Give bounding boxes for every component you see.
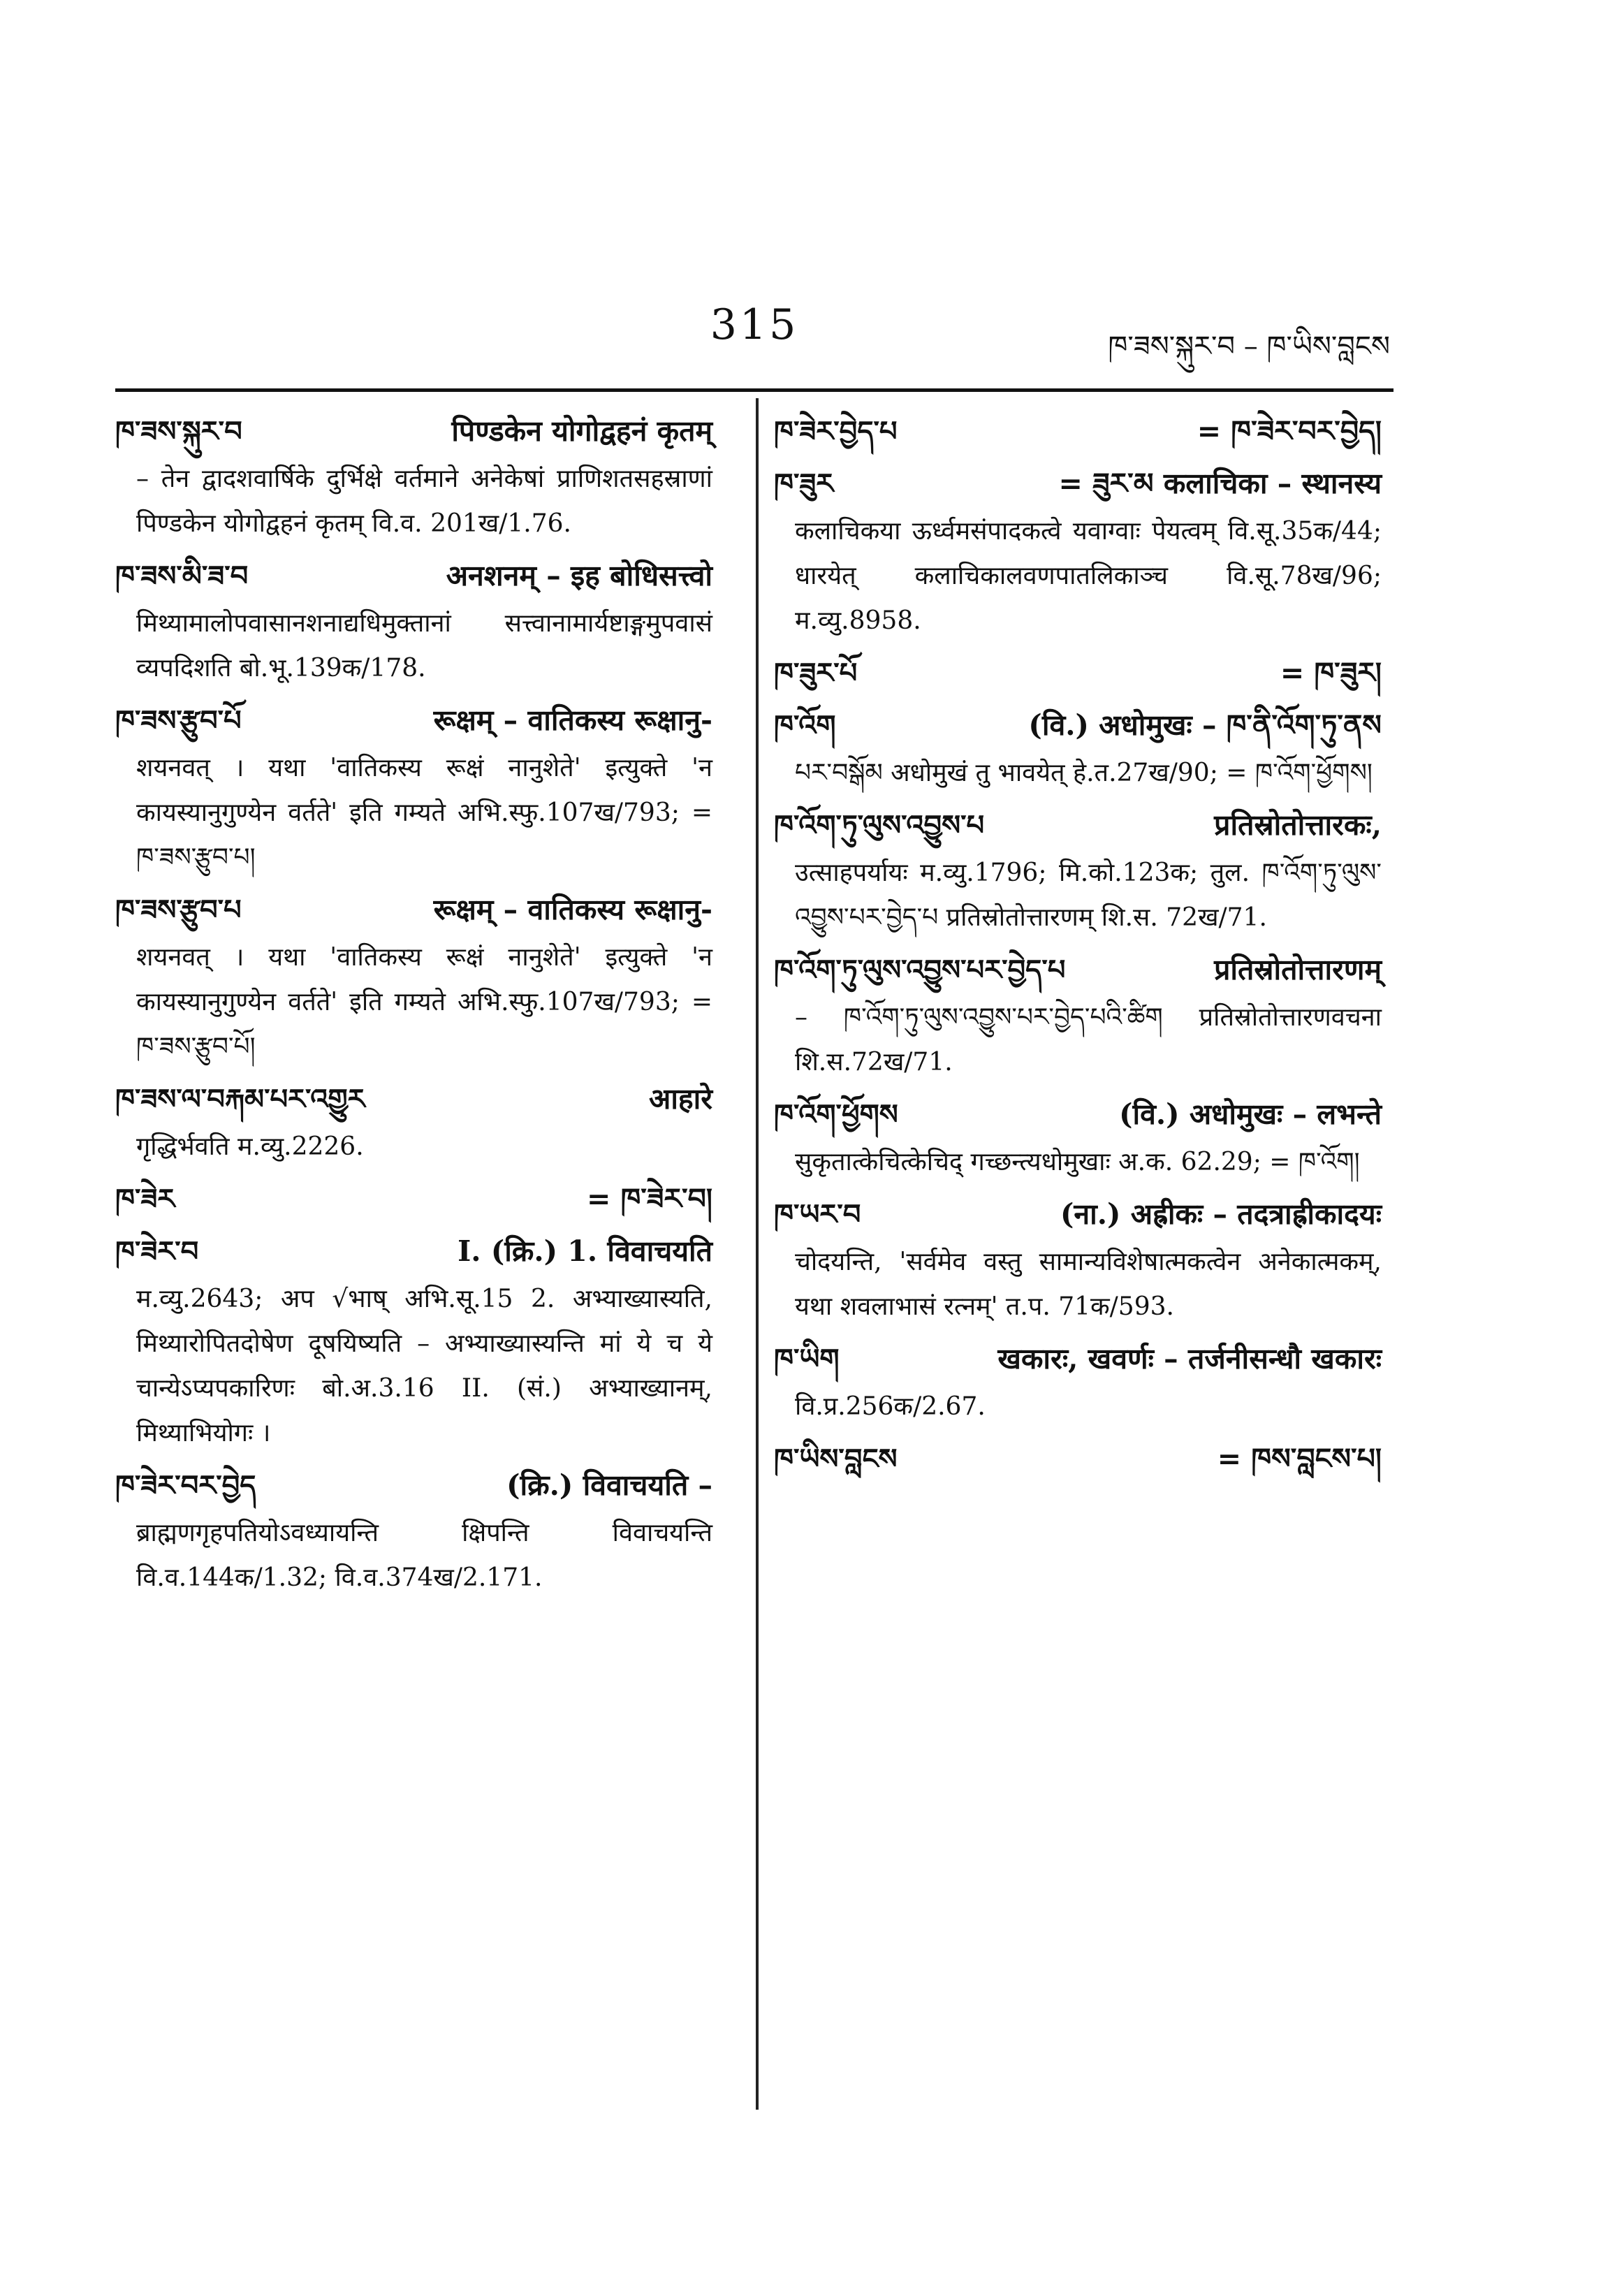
entry-headword: ཁ་ཟེར་བ bbox=[115, 1235, 199, 1268]
entry-gloss: = ཁ་ཟེར་བར་བྱེད། bbox=[1197, 414, 1382, 448]
dictionary-entry bbox=[774, 650, 1382, 696]
entry-headword: ཁ་ཡིག bbox=[774, 1343, 840, 1375]
left-column bbox=[115, 409, 712, 1607]
entry-headline bbox=[774, 461, 1382, 506]
entry-body: कलाचिकया ऊर्ध्वमसंपादकत्वे यवाग्वाः पेयत्वम् वि.सू.35क/44; धारयेत् कलाचिकालवणपातलिकाञ्च वि.सू.78ख/96; म.व्यु.8958. bbox=[795, 517, 1382, 635]
entry-body: – ཁ་འོག་ཏུ་ལུས་འབྱུས་པར་བྱེད་པའི་ཚིག प्रतिस्रोतोत्तारणवचना शि.स.72ख/71. bbox=[795, 1003, 1382, 1076]
entry-gloss: पिण्डकेन योगोद्वहनं कृतम् bbox=[451, 414, 712, 448]
dictionary-entry bbox=[774, 1092, 1382, 1185]
entry-headword: ཁ་འོག bbox=[774, 709, 836, 742]
entry-gloss: = ཁ་ཟུར། bbox=[1280, 656, 1382, 689]
dictionary-entry bbox=[774, 409, 1382, 454]
entry-headword: ཁ་ཟེར bbox=[115, 1183, 175, 1216]
entry-headword: ཁ་འོག་ཕྱོགས bbox=[774, 1098, 898, 1131]
entry-headline bbox=[774, 947, 1382, 993]
entry-body: उत्साहपर्यायः म.व्यु.1796; मि.को.123क; तुल. ཁ་འོག་ཏུ་ལུས་འབྱུས་པར་བྱེད་པ प्रतिस्रोतोत्तारणम् शि.स. 72ख/71. bbox=[795, 859, 1382, 932]
entry-headword: ཁ་ཟུར bbox=[774, 467, 834, 500]
entry-body: सुकृतात्केचित्केचिद् गच्छन्त्यधोमुखाः अ.क. 62.29; = ཁ་འོག། bbox=[795, 1148, 1360, 1176]
entry-headword: ཁ་ཟས་རྩུབ་པ bbox=[115, 893, 242, 926]
dictionary-entry bbox=[774, 947, 1382, 1085]
entry-body: मिथ्यामालोपवासानशनाद्यधिमुक्तानां सत्त्वानामार्यष्टाङ्गमुपवासं व्यपदिशति बो.भू.139क/178. bbox=[136, 609, 712, 683]
entry-body: शयनवत् । यथा 'वातिकस्य रूक्षं नानुशेते' इत्युक्ते 'न कायस्यानुगुण्येन वर्तते' इति गम्यते अभि.स्फु.107ख/793; = ཁ་ཟས་རྩུབ་པ། bbox=[136, 754, 712, 872]
entry-gloss: प्रतिस्रोतोत्तारकः, bbox=[1214, 808, 1382, 842]
entry-headline bbox=[115, 409, 712, 454]
entry-gloss: (वि.) अधोमुखः – ཁ་ནི་འོག་ཏུ་ནས bbox=[1028, 708, 1382, 742]
entry-gloss: अनशनम् – इह बोधिसत्त्वो bbox=[446, 559, 712, 592]
dictionary-entry bbox=[774, 1192, 1382, 1329]
entry-headline bbox=[774, 650, 1382, 696]
running-head: ཁ་ཟས་སྐུར་བ – ཁ་ཡིས་བླངས bbox=[1108, 330, 1390, 363]
entry-headline bbox=[774, 409, 1382, 454]
entry-gloss: I. (क्रि.) 1. विवाचयति bbox=[458, 1234, 712, 1268]
entry-headline bbox=[115, 1076, 712, 1122]
entry-headword: ཁ་ཡིས་བླངས bbox=[774, 1443, 898, 1475]
dictionary-entry bbox=[115, 553, 712, 691]
dictionary-entry bbox=[774, 803, 1382, 940]
entry-gloss: = ཁ་ཟེར་བ། bbox=[586, 1182, 712, 1216]
dictionary-entry bbox=[115, 1076, 712, 1169]
entry-headline bbox=[774, 1092, 1382, 1137]
dictionary-entry bbox=[115, 1176, 712, 1222]
entry-headline bbox=[115, 1229, 712, 1274]
entry-headword: ཁ་ཟུར་པོ bbox=[774, 657, 858, 689]
entry-headline bbox=[115, 1176, 712, 1222]
entry-headword: ཁ་ཡར་བ bbox=[774, 1198, 861, 1231]
entry-gloss: = ཟུར་མ कलाचिका – स्थानस्य bbox=[1058, 467, 1382, 500]
entry-body: चोदयन्ति, 'सर्वमेव वस्तु सामान्यविशेषात्मकत्वेन अनेकात्मकम्, यथा शवलाभासं रत्नम्' त.प. 71क/593. bbox=[795, 1248, 1382, 1321]
entry-headword: ཁ་ཟས་ལ་བརྐམ་པར་འགྱུར bbox=[115, 1083, 365, 1116]
column-divider bbox=[756, 398, 759, 2110]
entry-headline bbox=[115, 887, 712, 933]
dictionary-entry bbox=[115, 1463, 712, 1600]
entry-body: शयनवत् । यथा 'वातिकस्य रूक्षं नानुशेते' इत्युक्ते 'न कायस्यानुगुण्येन वर्तते' इति गम्यते अभि.स्फु.107ख/793; = ཁ་ཟས་རྩུབ་པོ། bbox=[136, 943, 712, 1061]
entry-headline bbox=[774, 1192, 1382, 1237]
dictionary-entry bbox=[115, 409, 712, 546]
entry-body: म.व्यु.2643; अप √भाष् अभि.सू.15 2. अभ्याख्यास्यति, मिथ्यारोपितदोषेण दूषयिष्यति – अभ्याख्यास्यन्ति मां ये च ये चान्येऽप्यपकारिणः बो.अ.3.16 II. (सं.) अभ्याख्यानम्, मिथ्याभियोगः । bbox=[136, 1285, 712, 1447]
entry-body: པར་བསྒོམ अधोमुखं तु भावयेत् हे.त.27ख/90; = ཁ་འོག་ཕྱོགས། bbox=[795, 759, 1373, 787]
page-number: 315 bbox=[710, 300, 799, 349]
entry-gloss: (ना.) अह्रीकः – तदत्राह्रीकादयः bbox=[1060, 1197, 1382, 1231]
entry-headword: ཁ་ཟེར་བར་བྱེད bbox=[115, 1469, 256, 1502]
entry-headword: ཁ་ཟེར་བྱེད་པ bbox=[774, 415, 898, 448]
entry-body: ब्राह्मणगृहपतियोऽवध्यायन्ति क्षिपन्ति विवाचयन्ति वि.व.144क/1.32; वि.व.374ख/2.171. bbox=[136, 1519, 712, 1592]
entry-headline bbox=[774, 703, 1382, 748]
entry-gloss: = ཁས་བླངས་པ། bbox=[1217, 1442, 1382, 1475]
entry-gloss: प्रतिस्रोतोत्तारणम् bbox=[1214, 953, 1382, 986]
right-column bbox=[774, 409, 1382, 1489]
dictionary-entry bbox=[774, 1436, 1382, 1482]
dictionary-entry bbox=[115, 887, 712, 1070]
entry-gloss: (क्रि.) विवाचयति – bbox=[506, 1468, 712, 1502]
entry-body: गृद्धिर्भवति म.व्यु.2226. bbox=[136, 1132, 364, 1161]
entry-gloss: रूक्षम् – वातिकस्य रूक्षानु- bbox=[433, 703, 712, 737]
entry-gloss: (वि.) अधोमुखः – लभन्ते bbox=[1119, 1097, 1382, 1131]
entry-headline bbox=[115, 1463, 712, 1508]
entry-headword: ཁ་འོག་ཏུ་ལུས་འབྱུས་པ bbox=[774, 809, 985, 842]
entry-gloss: रूक्षम् – वातिकस्य रूक्षानु- bbox=[433, 893, 712, 926]
entry-body: – तेन द्वादशवार्षिके दुर्भिक्षे वर्तमाने अनेकेषां प्राणिशतसहस्राणां पिण्डकेन योगोद्वहनं कृतम् वि.व. 201ख/1.76. bbox=[136, 465, 712, 538]
entry-headline bbox=[774, 1436, 1382, 1482]
entry-headline bbox=[774, 803, 1382, 848]
dictionary-entry bbox=[115, 1229, 712, 1456]
entry-gloss: आहारे bbox=[648, 1082, 712, 1116]
entry-headword: ཁ་འོག་ཏུ་ལུས་འབྱུས་པར་བྱེད་པ bbox=[774, 954, 1066, 986]
dictionary-entry bbox=[115, 698, 712, 880]
dictionary-entry bbox=[774, 703, 1382, 796]
dictionary-entry bbox=[774, 461, 1382, 643]
entry-headline bbox=[115, 553, 712, 599]
entry-headline bbox=[774, 1336, 1382, 1382]
entry-body: वि.प्र.256क/2.67. bbox=[795, 1392, 986, 1421]
dictionary-entry bbox=[774, 1336, 1382, 1429]
entry-headword: ཁ་ཟས་རྩུབ་པོ bbox=[115, 704, 242, 737]
header-rule bbox=[115, 388, 1393, 392]
entry-headword: ཁ་ཟས་མི་ཟ་བ bbox=[115, 560, 249, 592]
entry-headline bbox=[115, 698, 712, 743]
entry-headword: ཁ་ཟས་སྐུར་བ bbox=[115, 415, 242, 448]
entry-gloss: खकारः, खवर्णः – तर्जनीसन्धौ खकारः bbox=[997, 1342, 1382, 1375]
